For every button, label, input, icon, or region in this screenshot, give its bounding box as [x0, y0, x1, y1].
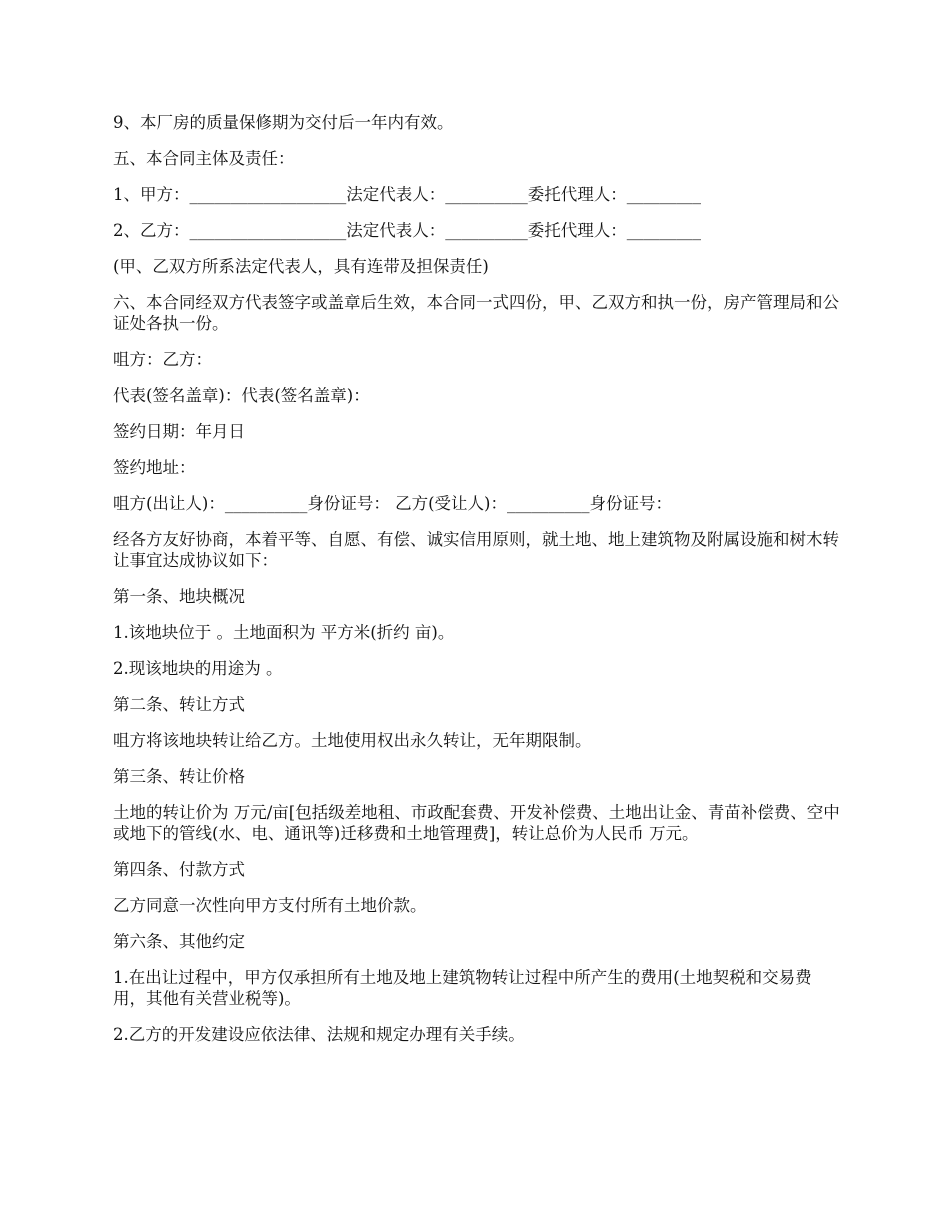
- article-3-text: 土地的转让价为 万元/亩[包括级差地租、市政配套费、开发补偿费、土地出让金、青苗补偿费、空中或地下的管线(水、电、通讯等)迁移费和土地管理费]，转让总价为人民币 万元。: [113, 803, 840, 843]
- article-6-item-1: 1.在出让过程中，甲方仅承担所有土地及地上建筑物转让过程中所产生的费用(土地契税和交易费用，其他有关营业税等)。: [113, 968, 812, 1008]
- article-1-heading: 第一条、地块概况: [113, 587, 245, 606]
- section-effectiveness: 六、本合同经双方代表签字或盖章后生效，本合同一式四份，甲、乙双方和执一份，房产管理局和公证处各执一份。: [113, 293, 839, 333]
- agreement-preamble: 经各方友好协商，本着平等、自愿、有偿、诚实信用原则，就土地、地上建筑物及附属设施和树木转让事宜达成协议如下：: [113, 530, 839, 570]
- article-3-heading: 第三条、转让价格: [113, 767, 245, 786]
- signature-parties: 咀方：乙方：: [113, 350, 212, 369]
- article-6-heading: 第六条、其他约定: [113, 932, 245, 951]
- article-1-item-2: 2.现该地块的用途为 。: [113, 659, 283, 678]
- article-2-text: 咀方将该地块转让给乙方。土地使用权出永久转让，无年期限制。: [113, 731, 592, 750]
- signing-location: 签约地址：: [113, 458, 196, 477]
- signing-date: 签约日期：年月日: [113, 422, 245, 441]
- signature-representatives: 代表(签名盖章)：代表(签名盖章)：: [113, 386, 370, 405]
- article-6-item-2: 2.乙方的开发建设应依法律、法规和规定办理有关手续。: [113, 1025, 525, 1044]
- article-1-item-1: 1.该地块位于 。土地面积为 平方米(折约 亩)。: [113, 623, 455, 642]
- transferor-transferee-line: 咀方(出让人)：__________身份证号： 乙方(受让人)：__________身份证号：: [113, 494, 672, 513]
- party-b-line: 2、乙方：___________________法定代表人：__________委托代理人：_________: [113, 221, 701, 240]
- clause-warranty-period: 9、本厂房的质量保修期为交付后一年内有效。: [113, 113, 454, 132]
- article-4-text: 乙方同意一次性向甲方支付所有土地价款。: [113, 896, 427, 915]
- article-4-heading: 第四条、付款方式: [113, 860, 245, 879]
- party-a-line: 1、甲方：___________________法定代表人：__________委托代理人：_________: [113, 185, 701, 204]
- document-body: [113, 112, 841, 1060]
- joint-liability-note: (甲、乙双方所系法定代表人，具有连带及担保责任): [113, 257, 489, 276]
- article-2-heading: 第二条、转让方式: [113, 695, 245, 714]
- section-parties-heading: 五、本合同主体及责任：: [113, 149, 295, 168]
